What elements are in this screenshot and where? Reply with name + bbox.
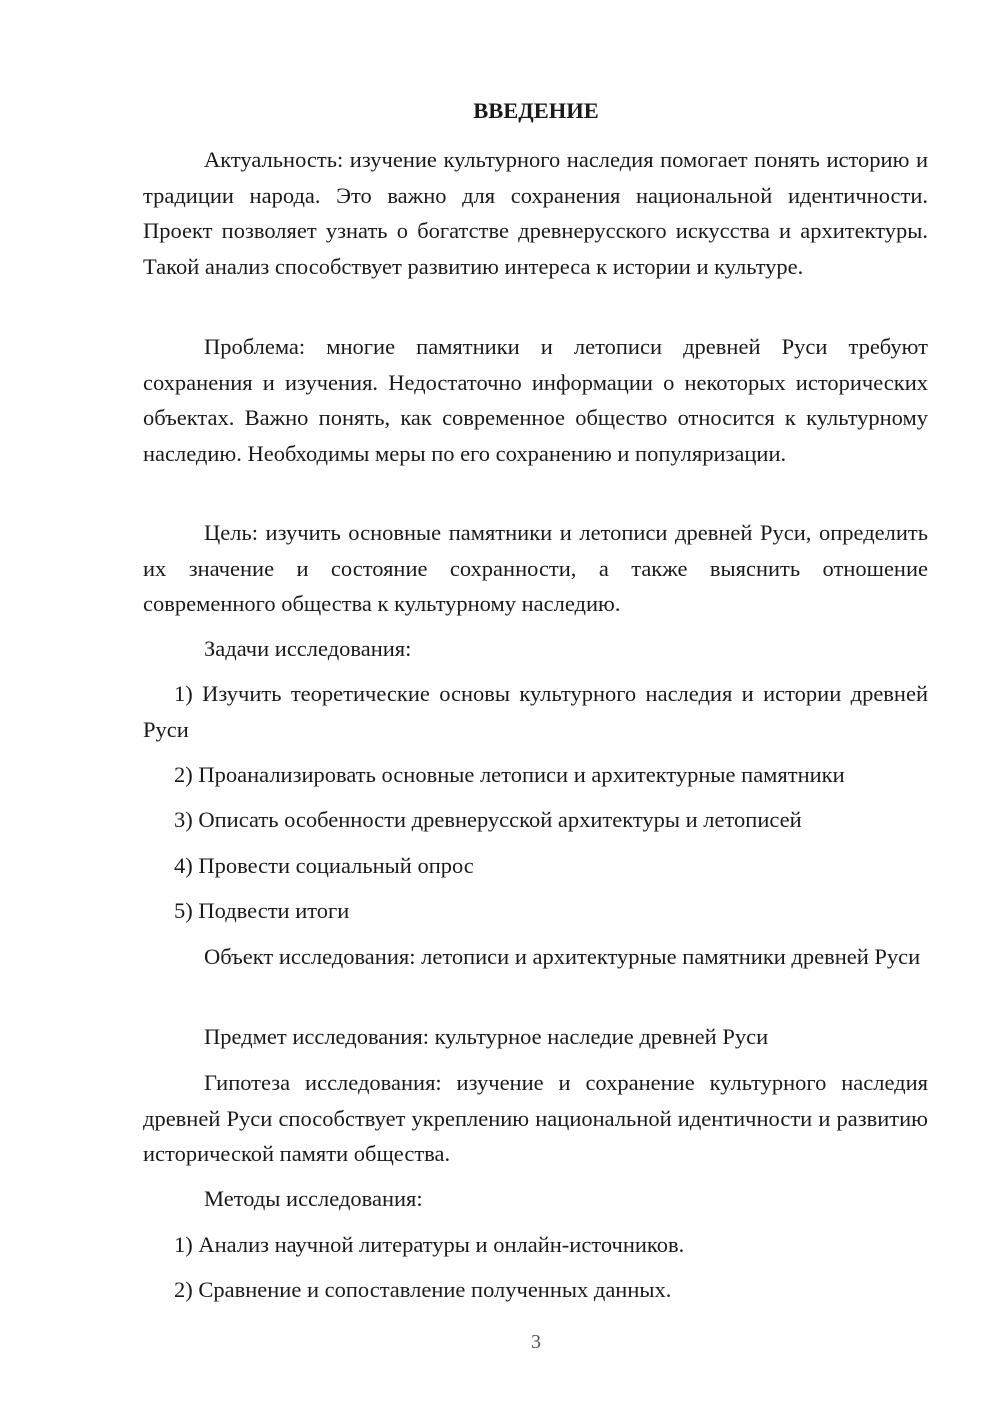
task-item: 4) Провести социальный опрос [174, 853, 474, 878]
subject-paragraph: Предмет исследования: культурное наследие древней Руси [204, 1024, 769, 1049]
task-item: 5) Подвести итоги [174, 898, 350, 923]
task-item: 1) Изучить теоретические основы культурного наследия и истории древней Руси [143, 681, 928, 742]
hypothesis-paragraph: Гипотеза исследования: изучение и сохранение культурного наследия древней Руси способствует укреплению национальной идентичности и развитию исторической памяти общества. [143, 1070, 928, 1167]
tasks-heading: Задачи исследования: [204, 636, 412, 661]
object-paragraph: Объект исследования: летописи и архитектурные памятники древней Руси [204, 944, 921, 969]
task-item: 3) Описать особенности древнерусской архитектуры и летописей [174, 807, 802, 832]
method-item: 1) Анализ научной литературы и онлайн-источников. [174, 1232, 685, 1257]
goal-paragraph: Цель: изучить основные памятники и летописи древней Руси, определить их значение и состояние сохранности, а также выяснить отношение современного общества к культурному наследию. [143, 520, 928, 617]
problem-paragraph: Проблема: многие памятники и летописи древней Руси требуют сохранения и изучения. Недостаточно информации о некоторых исторических объектах. Важно понять, как современное общество относится к культурному наследию. Необходимы меры по его сохранению и популяризации. [143, 334, 928, 466]
relevance-paragraph: Актуальность: изучение культурного наследия помогает понять историю и традиции народа. Это важно для сохранения национальной идентичности. Проект позволяет узнать о богатстве древнерусского искусства и архитектуры. Такой анализ способствует развитию интереса к истории и культуре. [143, 147, 928, 279]
task-item: 2) Проанализировать основные летописи и архитектурные памятники [174, 762, 845, 787]
page-number: 3 [531, 1331, 541, 1353]
methods-heading: Методы исследования: [204, 1186, 423, 1211]
section-title: ВВЕДЕНИЕ [473, 98, 599, 123]
method-item: 2) Сравнение и сопоставление полученных данных. [174, 1277, 672, 1302]
